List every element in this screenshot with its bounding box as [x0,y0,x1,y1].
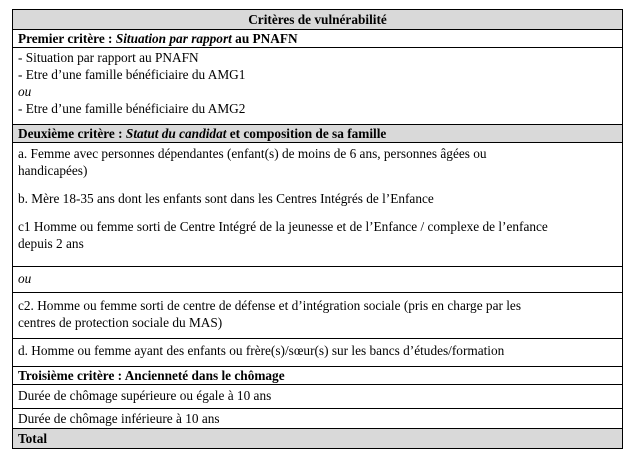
criterion-1-prefix: Premier critère : [18,31,116,46]
item-b: b. Mère 18-35 ans dont les enfants sont dans les Centres Intégrés de l’Enfance [18,191,434,206]
item-c2-line: c2. Homme ou femme sorti de centre de défense et d’intégration sociale (pris en charge par les [18,298,521,313]
criterion-2-suffix: et composition de sa famille [226,126,387,141]
criterion-2-header [13,124,622,142]
table-title: Critères de vulnérabilité [13,10,622,29]
criterion-3-header: Troisième critère : Ancienneté dans le chômage [13,366,622,384]
item-c2 [13,292,622,338]
criterion-1-suffix: au PNAFN [231,31,298,46]
item-a-line: handicapées) [18,163,88,178]
item-d: d. Homme ou femme ayant des enfants ou frère(s)/sœur(s) sur les bancs d’études/formation [13,338,622,366]
criterion-2-italic: Statut du candidat [125,126,227,141]
criterion-3-option: Durée de chômage supérieure ou égale à 10 ans [13,384,622,408]
criterion-1-line: - Situation par rapport au PNAFN [18,50,199,65]
criterion-1-italic: Situation par rapport [115,31,232,46]
item-a-line: a. Femme avec personnes dépendantes (enfant(s) de moins de 6 ans, personnes âgées ou [18,146,487,161]
vulnerability-criteria-table [12,9,623,449]
criterion-2-or: ou [13,266,622,292]
criterion-2-options-block [13,142,622,266]
criterion-1-body [13,47,622,124]
item-c1-line: c1 Homme ou femme sorti de Centre Intégré de la jeunesse et de l’Enfance / complexe de l’enfance [18,219,548,234]
criterion-1-line: - Etre d’une famille bénéficiaire du AMG2 [18,101,246,116]
item-c1-line: depuis 2 ans [18,236,84,251]
criterion-1-or: ou [18,84,32,99]
total-row: Total [13,428,622,448]
criterion-2-prefix: Deuxième critère : [18,126,126,141]
criterion-1-header [13,29,622,47]
item-c2-line: centres de protection sociale du MAS) [18,315,223,330]
criterion-3-option: Durée de chômage inférieure à 10 ans [13,408,622,428]
criterion-1-line: - Etre d’une famille bénéficiaire du AMG1 [18,67,246,82]
